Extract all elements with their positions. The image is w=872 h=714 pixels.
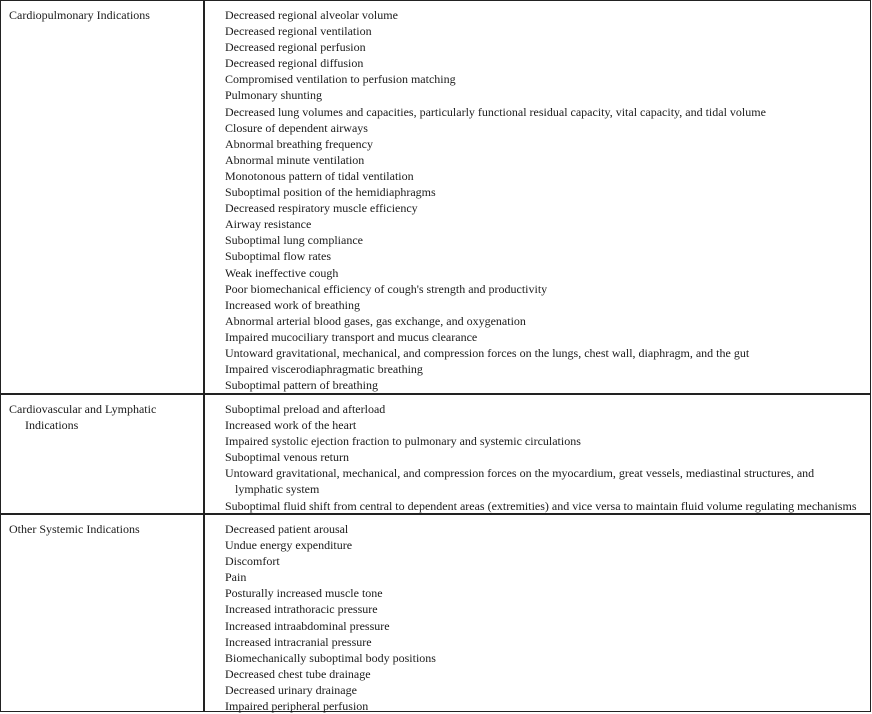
indication-item: Impaired systolic ejection fraction to pulmonary and systemic circulations — [225, 434, 581, 449]
indication-item: Increased intraabdominal pressure — [225, 618, 390, 633]
indication-item: Posturally increased muscle tone — [225, 586, 383, 601]
indication-item: Poor biomechanical efficiency of cough's strength and productivity — [225, 281, 548, 296]
indication-item: Monotonous pattern of tidal ventilation — [225, 168, 414, 183]
indication-list — [225, 401, 864, 514]
table-row-other-systemic — [1, 513, 870, 713]
indication-item: Suboptimal position of the hemidiaphragms — [225, 185, 436, 200]
table-row-cardiopulmonary — [1, 1, 870, 393]
indication-item: Decreased regional alveolar volume — [225, 8, 398, 22]
indication-item: Increased work of breathing — [225, 297, 360, 312]
indication-item: Biomechanically suboptimal body positions — [225, 650, 436, 665]
indication-item: Decreased chest tube drainage — [225, 666, 371, 681]
indication-item: Pain — [225, 570, 247, 585]
category-text: Cardiovascular and Lymphatic — [9, 402, 157, 416]
indication-item: Suboptimal preload and afterload — [225, 402, 386, 416]
indication-item: Decreased regional ventilation — [225, 24, 372, 39]
indication-item: Suboptimal pattern of breathing — [225, 378, 378, 393]
indication-item: Impaired viscerodiaphragmatic breathing — [225, 362, 423, 377]
indication-item: Impaired peripheral perfusion — [225, 699, 369, 714]
indication-item: Weak ineffective cough — [225, 265, 339, 280]
indication-item: Increased intracranial pressure — [225, 634, 372, 649]
indication-item: Pulmonary shunting — [225, 88, 323, 103]
indication-item: Increased work of the heart — [225, 418, 357, 433]
indication-item: Decreased regional perfusion — [225, 40, 366, 55]
indication-item: Compromised ventilation to perfusion matching — [225, 72, 456, 87]
indication-item: Decreased respiratory muscle efficiency — [225, 201, 418, 216]
category-text: Cardiopulmonary Indications — [9, 8, 150, 22]
indication-item: Decreased regional diffusion — [225, 56, 364, 71]
indication-item: Suboptimal lung compliance — [225, 233, 363, 248]
category-label — [9, 521, 194, 537]
indication-item: Decreased patient arousal — [225, 522, 349, 536]
category-text: Other Systemic Indications — [9, 522, 140, 536]
indication-item: Undue energy expenditure — [225, 538, 353, 553]
indication-item: Decreased lung volumes and capacities, particularly functional residual capacity, vital capacity, and tidal volume — [225, 104, 766, 119]
indication-item: Decreased urinary drainage — [225, 682, 357, 697]
table-row-cardiovascular — [1, 393, 870, 513]
indication-item: Suboptimal venous return — [225, 450, 349, 465]
category-text-continued: Indications — [25, 418, 79, 432]
indication-item: Discomfort — [225, 554, 280, 569]
category-label — [9, 7, 194, 23]
indication-list — [225, 521, 864, 714]
indication-item: Abnormal arterial blood gases, gas exchange, and oxygenation — [225, 313, 526, 328]
indication-item: Untoward gravitational, mechanical, and compression forces on the lungs, chest wall, diaphragm, and the gut — [225, 345, 750, 360]
indication-item: Abnormal minute ventilation — [225, 152, 365, 167]
indication-item: Suboptimal fluid shift from central to dependent areas (extremities) and vice versa to maintain fluid volume regulating mechanisms — [225, 498, 857, 513]
indication-item: Airway resistance — [225, 217, 312, 232]
indication-list — [225, 7, 864, 393]
indication-item: Increased intrathoracic pressure — [225, 602, 378, 617]
indication-item: Impaired mucociliary transport and mucus clearance — [225, 329, 478, 344]
indication-item: Untoward gravitational, mechanical, and compression forces on the myocardium, great vessels, mediastinal structures, and lymphatic system — [225, 466, 815, 497]
indication-item: Abnormal breathing frequency — [225, 136, 373, 151]
indication-item: Suboptimal flow rates — [225, 249, 331, 264]
indication-item: Closure of dependent airways — [225, 120, 368, 135]
category-label — [9, 401, 194, 433]
